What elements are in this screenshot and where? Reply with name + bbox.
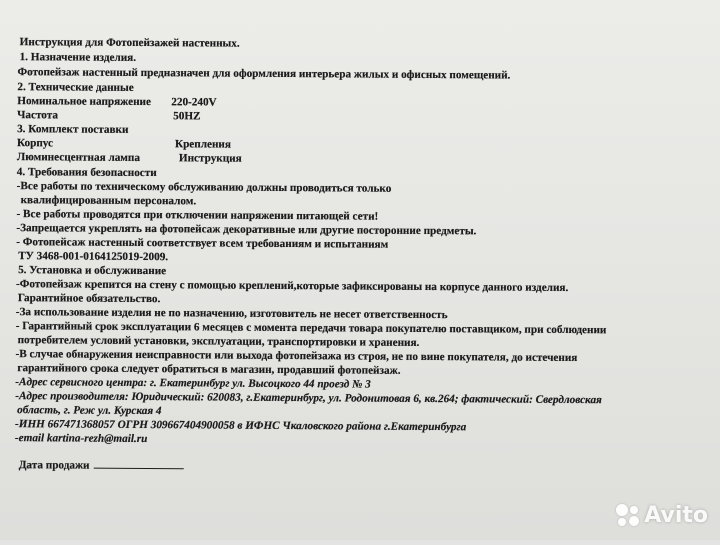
warranty-line-5: гарантийного срока следует обратиться в магазин, продавший фотопейзаж.: [17, 362, 401, 377]
warranty-line-2: - Гарантийный срок эксплуатации 6 месяцев с момента передачи товара покупателю поставщиком, при соблюдении: [15, 320, 607, 337]
safety-line-5: - Фотопейсаж настенный соответствует всем требованиям и испытаниям: [16, 236, 389, 251]
avito-logo-icon: [616, 504, 640, 528]
install-line-1: -Фотопейзаж крепится на стену с помощью креплений,которые зафиксированы на корпусе данного изделия.: [15, 278, 569, 294]
warranty-line-3: потребителем условий установки, эксплуатации, транспортировки и хранения.: [17, 334, 420, 349]
voltage-label: Номинальное напряжение: [17, 95, 152, 109]
warranty-heading: Гарантийное обязательство.: [17, 292, 161, 306]
kit-item-mounts: Крепления: [174, 138, 231, 151]
avito-watermark: [616, 503, 708, 528]
safety-line-3: - Все работы проводятся при отключении напряжении питающей сети!: [16, 208, 379, 223]
warranty-line-1: -За использование изделия не по назначению, изготовитель не несет ответственность: [15, 306, 448, 322]
document-title: Инструкция для Фотопейзажей настенных.: [19, 36, 240, 50]
safety-line-4: -Запрещается укреплять на фотопейсаж декоративные или другие посторонние предметы.: [16, 222, 477, 238]
kit-item-instruction: Инструкция: [178, 152, 242, 165]
service-address: -Адрес сервисного центра: г. Екатеринбург ул. Высоцкого 44 проезд № 3: [15, 376, 371, 391]
section-3-heading: 3. Комплект поставки: [17, 123, 129, 136]
sale-date-label: Дата продажи: [18, 459, 90, 472]
safety-line-1: -Все работы по техническому обслуживанию должны проводиться только: [16, 180, 392, 195]
watermark-text: Avito: [644, 503, 708, 528]
frequency-value: 50HZ: [173, 110, 201, 123]
section-1-heading: 1. Назначение изделия.: [19, 51, 137, 64]
section-2-heading: 2. Технические данные: [17, 81, 134, 94]
kit-item-body: Корпус: [16, 137, 54, 150]
warranty-line-4: -В случае обнаружения неисправности или выхода фотопейзажа из строя, не по вине покупателя, до истечения: [15, 348, 578, 365]
sale-date-row: [19, 458, 184, 472]
section-4-heading: 4. Требования безопасности: [16, 166, 157, 180]
section-5-heading: 5. Установка и обслуживание: [18, 264, 167, 278]
section-1-text: Фотопейзаж настенный предназначен для оформления интерьера жилых и офисных помещений.: [17, 66, 511, 82]
producer-address-line-2: область, г. Реж ул. Курская 4: [17, 404, 162, 418]
producer-address-line-1: -Адрес производителя: Юридический: 620083, г.Екатеринбург, ул. Родонитовая 6, кв.264; фактический: Свердловская: [15, 390, 602, 407]
safety-line-6: ТУ 3468-001-0164125019-2009.: [18, 250, 169, 264]
email-line: -email kartina-rezh@mail.ru: [14, 432, 148, 446]
kit-item-lamp: Люминесцентная лампа: [16, 151, 141, 164]
voltage-value: 220-240V: [171, 96, 217, 109]
inn-ogrn-line: -ИНН 667471368057 ОГРН 309667404900058 в ИФНС Чкаловского района г.Екатеринбурга: [14, 418, 467, 434]
sale-date-blank: [94, 459, 184, 470]
frequency-label: Частота: [17, 109, 59, 122]
safety-line-2: квалифицированным персоналом.: [20, 194, 197, 208]
